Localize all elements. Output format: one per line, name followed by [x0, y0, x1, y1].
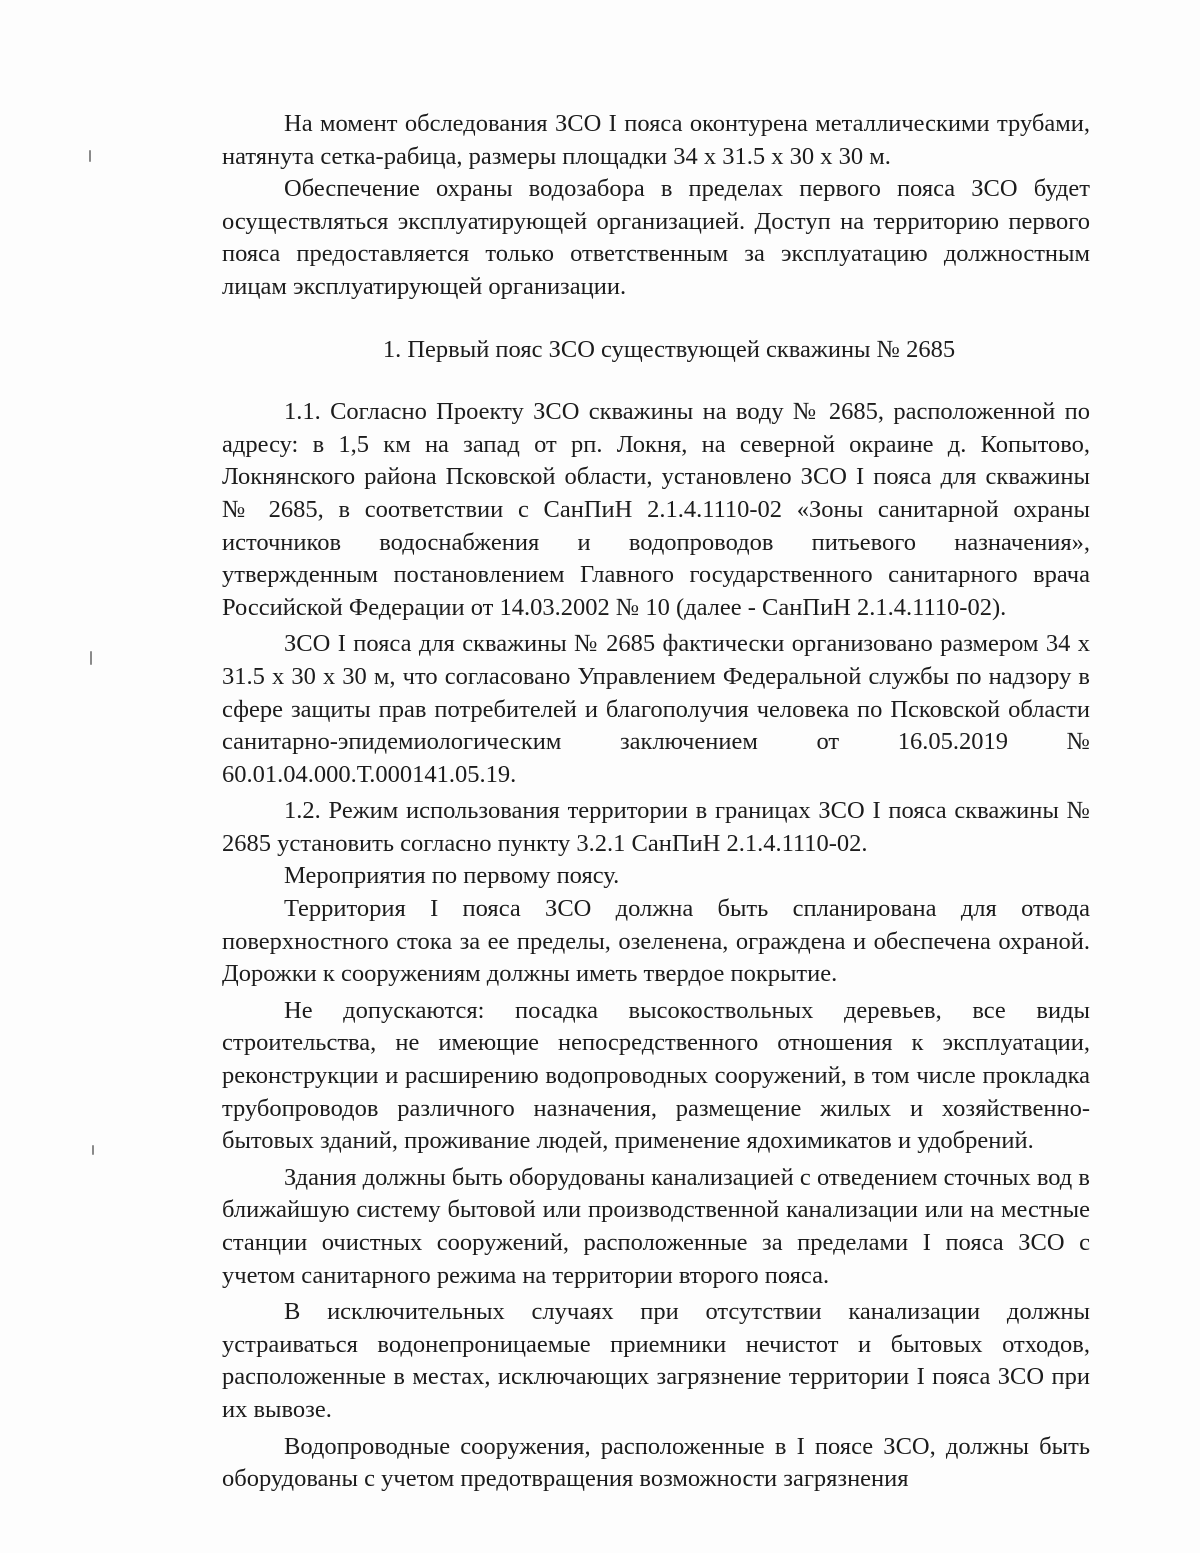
paragraph-buildings: Здания должны быть оборудованы канализацией с отведением сточных вод в ближайшую систему бытовой или производственной канализации или на местные станции очистных сооружений, расположенные за пределами I пояса ЗСО с учетом санитарного режима на территории второго пояса. [222, 1163, 1090, 1289]
scan-mark [90, 651, 92, 665]
section-heading: 1. Первый пояс ЗСО существующей скважины № 2685 [382, 335, 956, 363]
paragraph-survey: На момент обследования ЗСО I пояса оконтурена металлическими трубами, натянута сетка-рабица, размеры площадки 34 х 31.5 х 30 х 30 м. [222, 110, 1090, 170]
paragraph-1-1: 1.1. Согласно Проекту ЗСО скважины на воду № 2685, расположенной по адресу: в 1,5 км на запад от рп. Локня, на северной окраине д. Копытово, Локнянского района Псковской области, установлено ЗСО I пояса для скважины № 2685, в соответствии с СанПиН 2.1.4.1110-02 «Зоны санитарной охраны источников водоснабжения и водопроводов питьевого назначения», утвержденным постановлением Главного государственного санитарного врача Российской Федерации от 14.03.2002 № 10 (далее - СанПиН 2.1.4.1110-02). [222, 398, 1090, 621]
paragraph-measures-title: Мероприятия по первому поясу. [284, 862, 620, 890]
paragraph-territory: Территория I пояса ЗСО должна быть спланирована для отвода поверхностного стока за ее пределы, озеленена, ограждена и обеспечена охраной. Дорожки к сооружениям должны иметь твердое покрытие. [222, 895, 1090, 988]
paragraph-zone-size: ЗСО I пояса для скважины № 2685 фактически организовано размером 34 х 31.5 х 30 х 30 м, что согласовано Управлением Федеральной службы по надзору в сфере защиты прав потребителей и благополучия человека по Псковской области санитарно-эпидемиологическим заключением от 16.05.2019 № 60.01.04.000.Т.000141.05.19. [222, 630, 1090, 788]
paragraph-protection: Обеспечение охраны водозабора в пределах первого пояса ЗСО будет осуществляться эксплуатирующей организацией. Доступ на территорию первого пояса предоставляется только ответственным за эксплуатацию должностным лицам эксплуатирующей организации. [222, 175, 1090, 300]
paragraph-exceptional: В исключительных случаях при отсутствии канализации должны устраиваться водонепроницаемые приемники нечистот и бытовых отходов, расположенные в местах, исключающих загрязнение территории I пояса ЗСО при их вывозе. [222, 1298, 1090, 1423]
paragraph-1-2: 1.2. Режим использования территории в границах ЗСО I пояса скважины № 2685 установить согласно пункту 3.2.1 СанПиН 2.1.4.1110-02. [222, 797, 1090, 857]
paragraph-prohibited: Не допускаются: посадка высокоствольных деревьев, все виды строительства, не имеющие непосредственного отношения к эксплуатации, реконструкции и расширению водопроводных сооружений, в том числе прокладка трубопроводов различного назначения, размещение жилых и хозяйственно-бытовых зданий, проживание людей, применение ядохимикатов и удобрений. [222, 996, 1090, 1155]
document-body [222, 108, 1090, 1496]
paragraph-water-structures: Водопроводные сооружения, расположенные в I поясе ЗСО, должны быть оборудованы с учетом предотвращения возможности загрязнения [222, 1432, 1090, 1493]
scan-mark [92, 1145, 94, 1155]
scan-mark [89, 150, 91, 162]
